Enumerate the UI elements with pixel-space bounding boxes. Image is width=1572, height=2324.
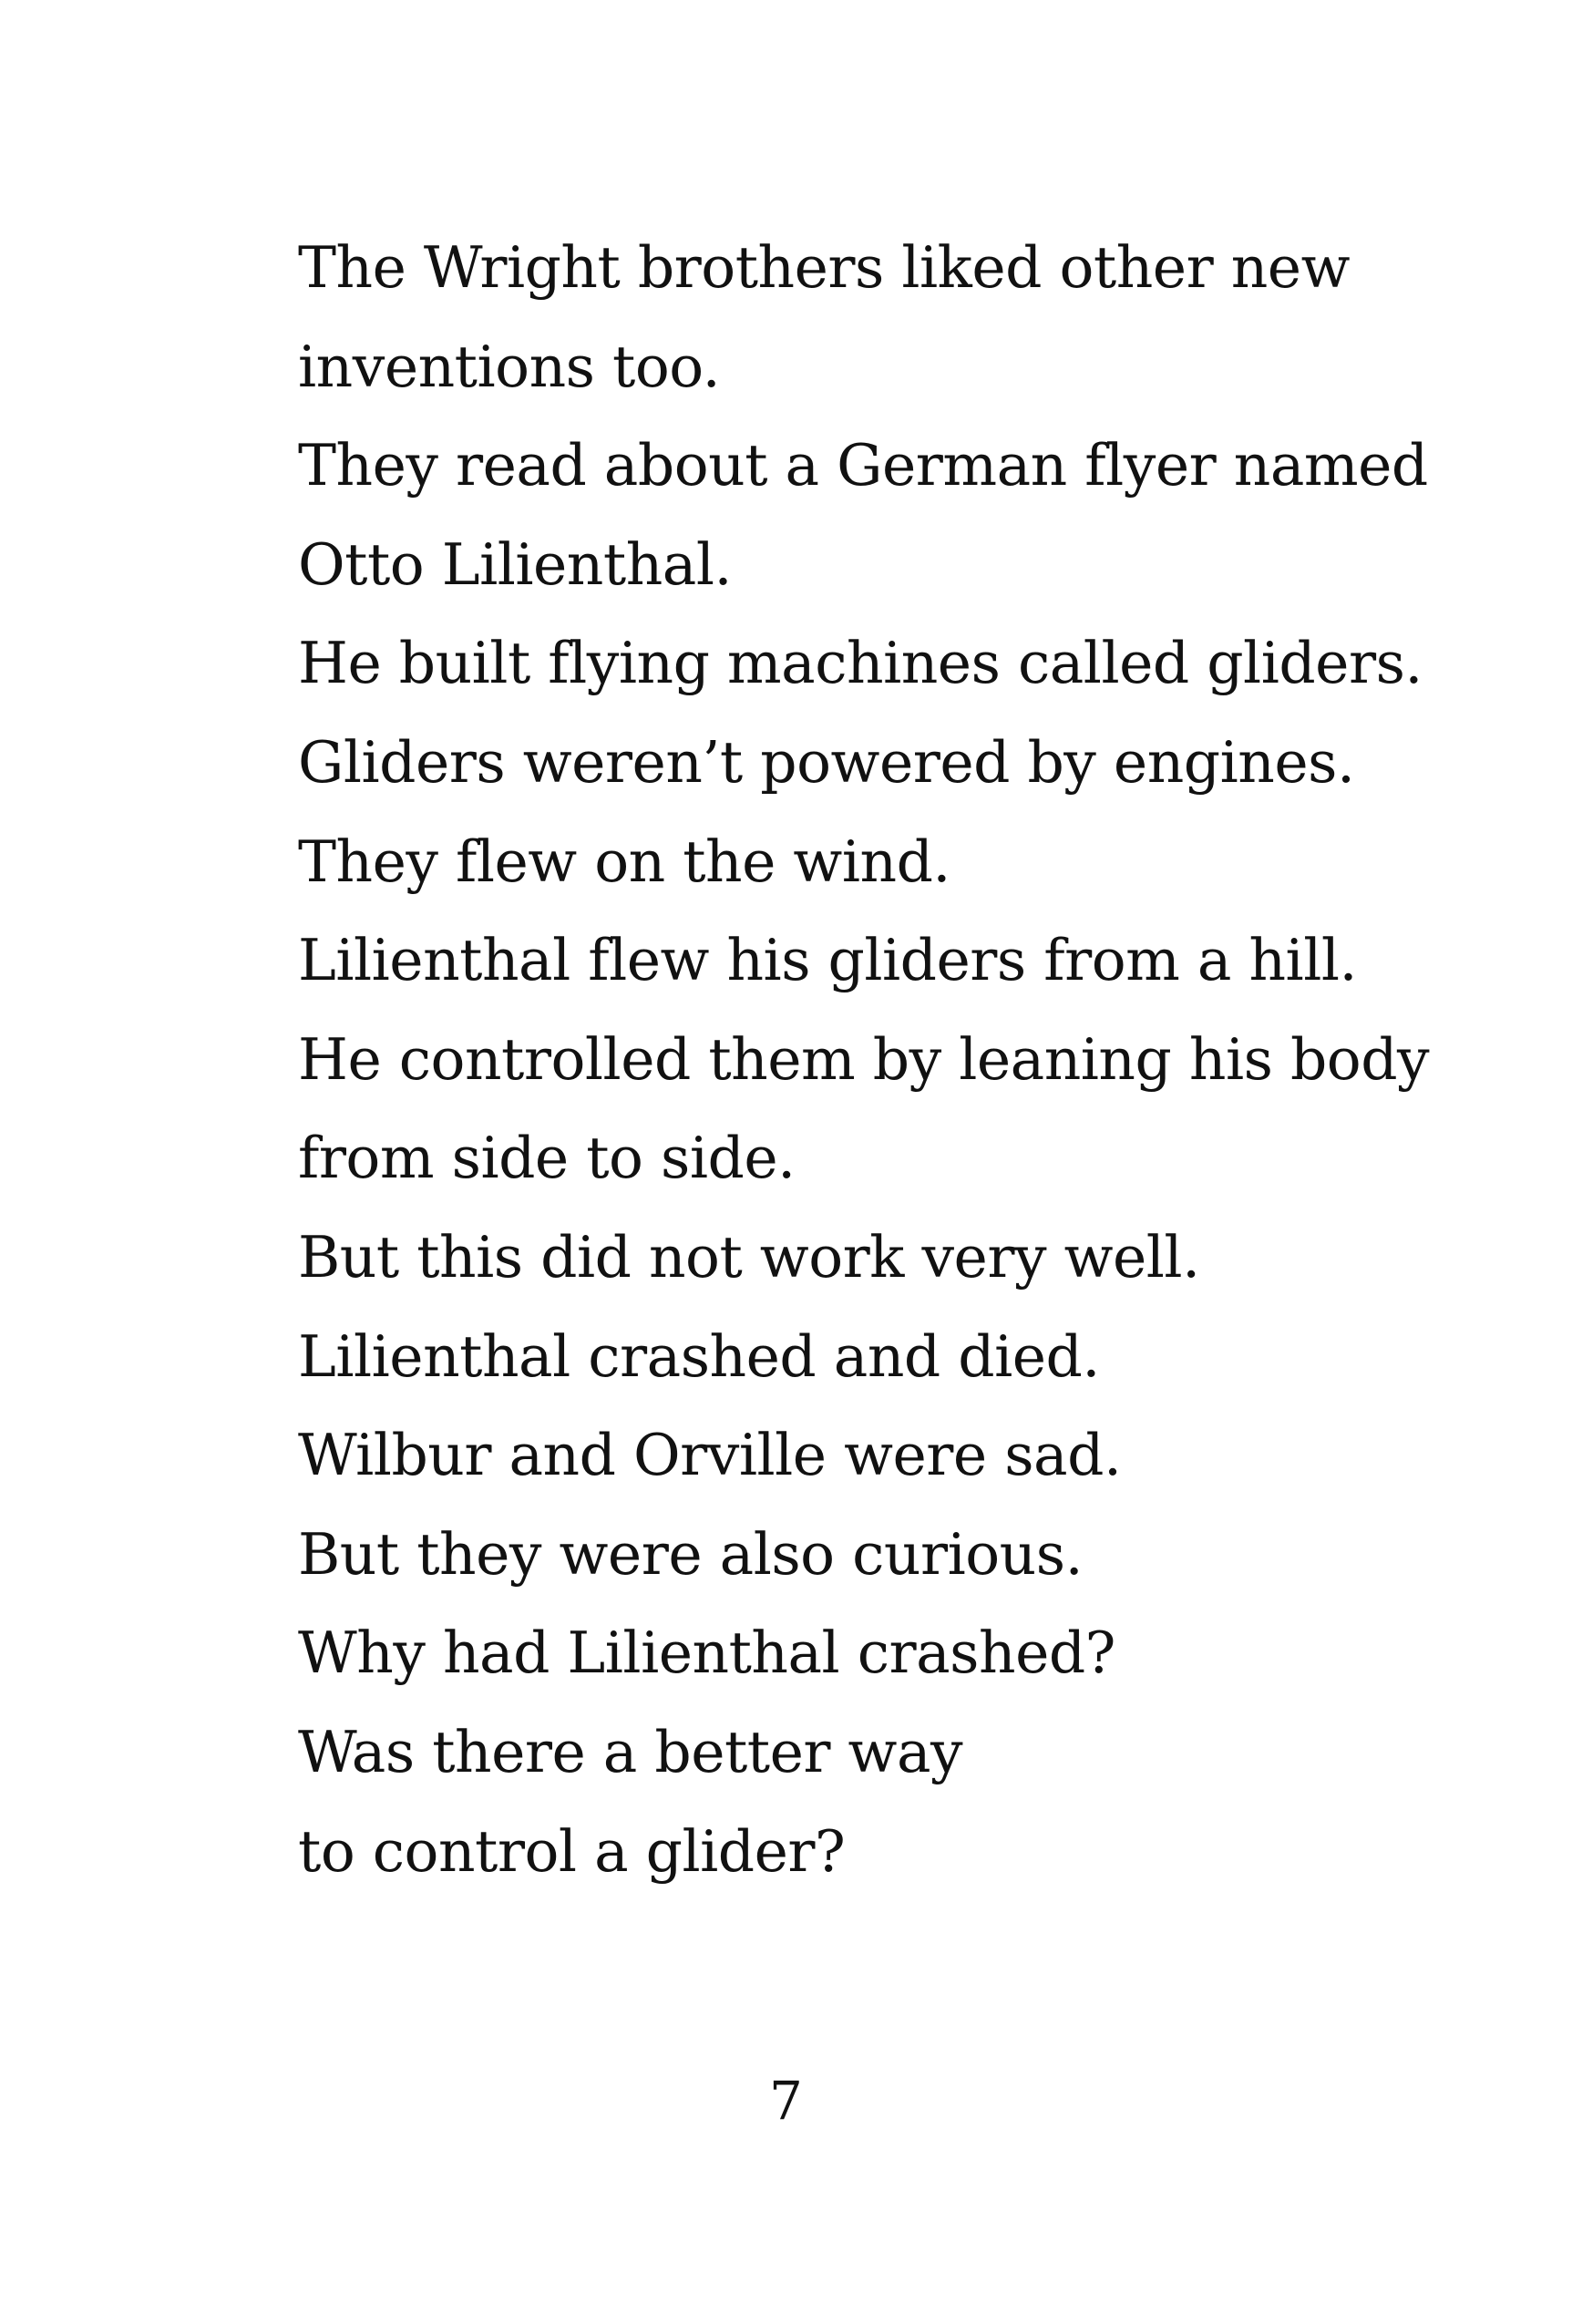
text-line: He built flying machines called gliders. [298, 630, 1423, 697]
text-line: Otto Lilienthal. [298, 530, 733, 598]
text-line: from side to side. [298, 1125, 796, 1192]
text-line: Lilienthal crashed and died. [298, 1322, 1100, 1390]
text-line: They flew on the wind. [298, 828, 950, 895]
body-text [298, 219, 1483, 1901]
text-line: He controlled them by leaning his body [298, 1025, 1430, 1093]
text-line: Wilbur and Orville were sad. [298, 1422, 1122, 1489]
text-line: Lilienthal flew his gliders from a hill. [298, 927, 1358, 994]
text-line: Was there a better way [298, 1718, 963, 1785]
text-line: Why had Lilienthal crashed? [298, 1620, 1115, 1687]
text-line: But this did not work very well. [298, 1223, 1200, 1291]
text-line: But they were also curious. [298, 1520, 1084, 1588]
text-line: They read about a German flyer named [298, 432, 1428, 499]
text-line: inventions too. [298, 333, 721, 400]
page-number: 7 [769, 2070, 803, 2132]
text-line: to control a glider? [298, 1817, 846, 1885]
text-line: Gliders weren’t powered by engines. [298, 728, 1355, 796]
text-line: The Wright brothers liked other new [298, 234, 1350, 301]
